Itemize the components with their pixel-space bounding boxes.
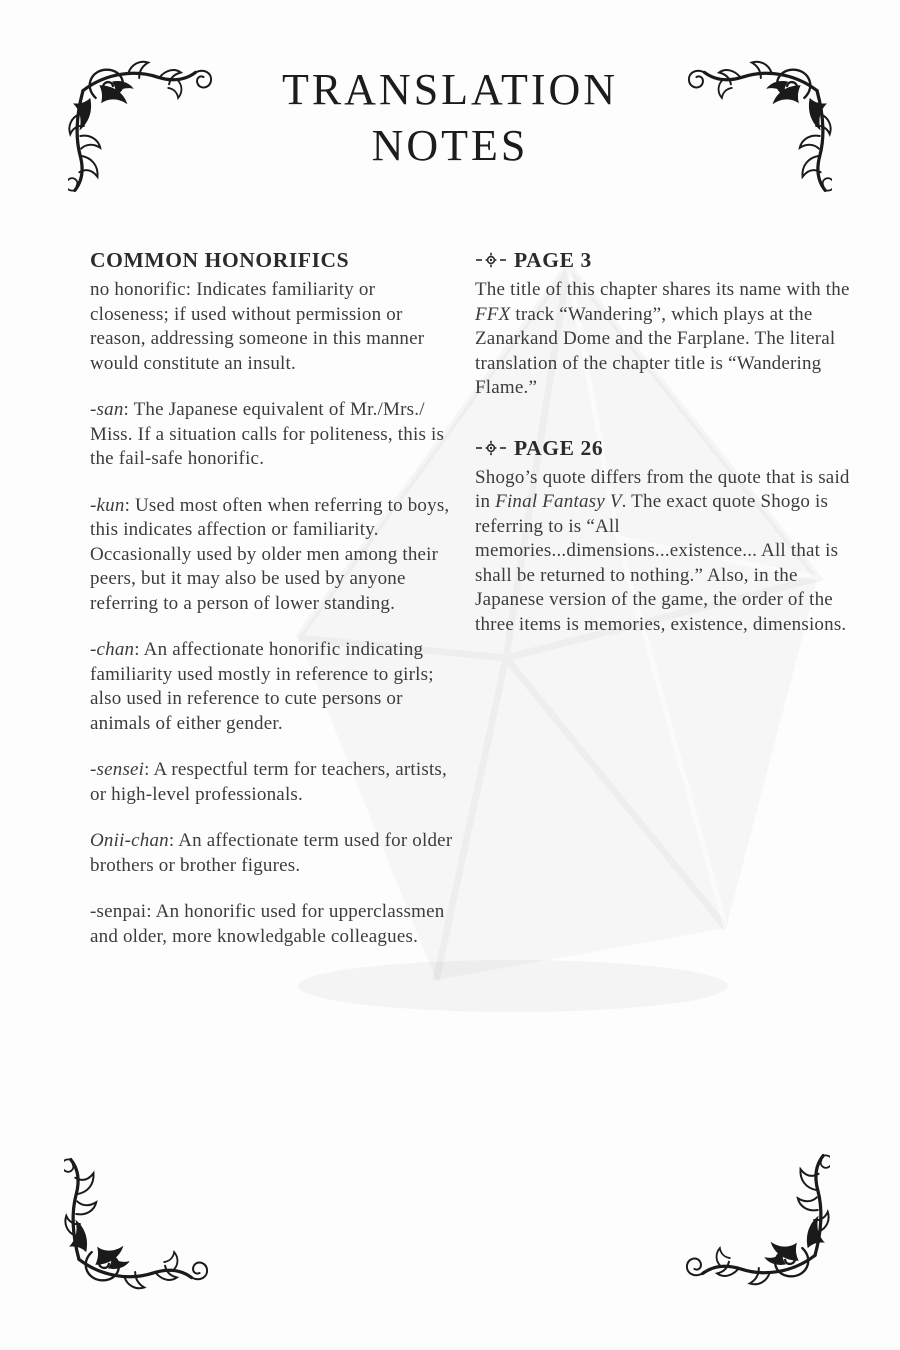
page-title	[0, 62, 900, 174]
honorifics-heading: COMMON HONORIFICS	[90, 248, 350, 272]
note-text-segment: The title of this chapter shares its name with the	[475, 279, 850, 300]
honorific-term: -sensei	[90, 759, 145, 780]
gather-point-reticle-icon	[475, 252, 507, 268]
honorific-entry-kun	[90, 494, 456, 617]
honorific-text: -senpai: An honorific used for upperclassmen and older, more knowledgable colleagues.	[90, 901, 445, 947]
note-heading	[475, 247, 859, 273]
honorific-term: -kun	[90, 494, 125, 516]
note-heading-label: PAGE 3	[514, 248, 592, 272]
note-text	[475, 278, 859, 401]
note-section-page-26	[475, 435, 859, 638]
note-section-page-3	[475, 247, 859, 401]
honorifics-column	[90, 247, 456, 971]
note-heading	[475, 435, 859, 461]
note-text-italic: Final Fantasy V	[495, 491, 622, 512]
honorific-term: -chan	[90, 639, 135, 660]
honorific-text: : An affectionate honorific indicating familiarity used mostly in reference to girls; also used in reference to cute persons or animals of either gender.	[90, 639, 434, 734]
honorific-entry-san	[90, 398, 456, 472]
honorific-text: : A respectful term for teachers, artists, or high-level professionals.	[90, 759, 447, 805]
note-heading-label: PAGE 26	[514, 435, 604, 460]
note-text-segment: track “Wandering”, which plays at the Zanarkand Dome and the Farplane. The literal translation of the chapter title is “Wandering Flame.”	[475, 303, 836, 398]
gather-point-reticle-icon	[475, 440, 507, 456]
note-text-segment: . The exact quote Shogo is referring to is “All memories...dimensions...existence... All that is shall be returned to nothing.” Also, in the Japanese version of the game, the order of the three items is memories, existence, dimensions.	[475, 491, 847, 635]
corner-ornament-bottom-left-icon	[64, 1156, 210, 1292]
honorific-entry-onii-chan	[90, 829, 456, 878]
honorific-entry-sensei	[90, 758, 456, 807]
page-title-line1: TRANSLATION	[281, 65, 619, 114]
page-notes-column	[475, 247, 859, 671]
honorific-text: : The Japanese equivalent of Mr./Mrs./ Miss. If a situation calls for politeness, this is the fail-safe honorific.	[90, 399, 445, 469]
honorific-entry-no-honorific	[90, 278, 456, 376]
honorific-text: : Used most often when referring to boys, this indicates affection or familiarity. Occasionally used by older men among their peers, but it may also be used by anyone referring to a person of lower standing.	[90, 494, 450, 614]
corner-ornament-bottom-right-icon	[684, 1152, 830, 1288]
honorific-entry-chan	[90, 638, 456, 736]
honorific-term: -san	[90, 399, 124, 420]
note-text-italic: FFX	[475, 303, 511, 325]
honorific-term: Onii-chan	[90, 830, 169, 851]
honorific-entry-senpai	[90, 900, 456, 949]
honorific-text: : An affectionate term used for older brothers or brother figures.	[90, 830, 453, 876]
note-text	[475, 466, 859, 638]
honorific-text: no honorific: Indicates familiarity or closeness; if used without permission or reason, addressing someone in this manner would constitute an insult.	[90, 279, 425, 374]
note-text-segment: Shogo’s quote differs from the quote that is said in	[475, 466, 850, 512]
page-title-line2: NOTES	[371, 121, 529, 170]
